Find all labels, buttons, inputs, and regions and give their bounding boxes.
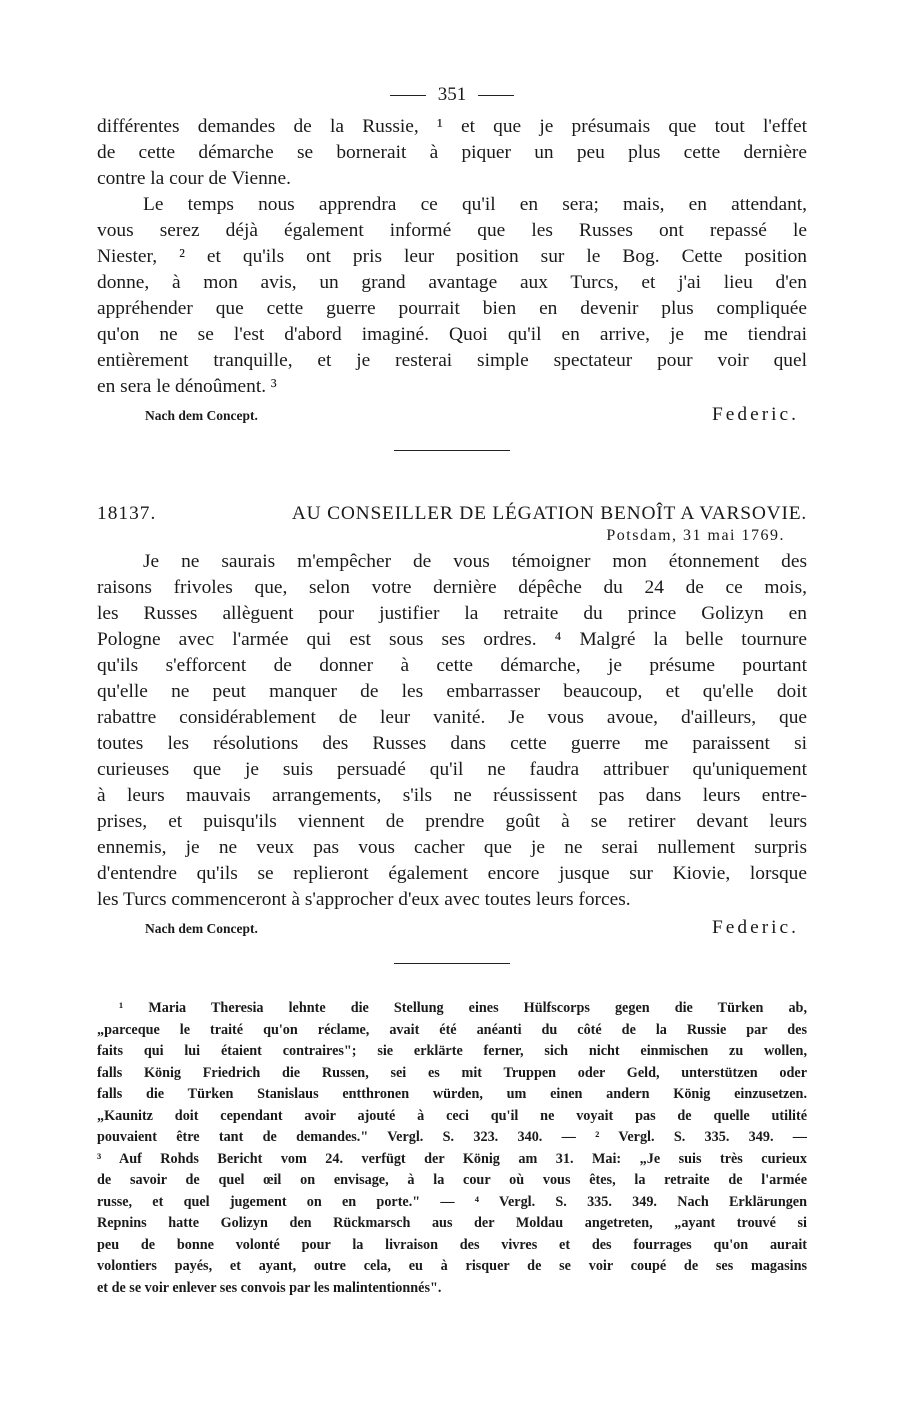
footnotes [97,998,807,1299]
text-line: prises, et puisqu'ils viennent de prendre goût à se retirer devant leurs [97,811,807,832]
concept-note: Nach dem Concept. [145,921,258,936]
letter-2 [97,503,807,939]
text-line: ennemis, je ne veux pas vous cacher que je ne serai nullement surpris [97,837,807,858]
text-line: Pologne avec l'armée qui est sous ses ordres. ⁴ Malgré la belle tournure [97,629,807,650]
text-line: vous serez déjà également informé que les Russes ont repassé le [97,220,807,241]
text-line: rabattre considérablement de leur vanité. Je vous avoue, d'ailleurs, que [97,707,807,728]
text-line: Je ne saurais m'empêcher de vous témoigner mon étonnement des [143,551,807,572]
footnote-divider [394,963,510,964]
text-line: curieuses que je suis persuadé qu'il ne faudra attribuer qu'uniquement [97,759,807,780]
signature: Federic. [712,404,799,425]
letter-title: AU CONSEILLER DE LÉGATION BENOÎT A VARSOVIE. [291,503,807,524]
letter-2-signoff [97,917,807,939]
text-line: Le temps nous apprendra ce qu'il en sera; mais, en attendant, [143,194,807,215]
document-page [97,84,807,1299]
text-line: entièrement tranquille, et je resterai simple spectateur pour voir quel [97,350,807,371]
text-line: les Turcs commenceront à s'approcher d'eux avec toutes leurs forces. [97,889,631,910]
footnote-line: russe, et quel jugement on en porte." — ⁴ Vergl. S. 335. 349. Nach Erklärungen [97,1193,807,1210]
text-line: donne, à mon avis, un grand avantage aux Turcs, et j'ai lieu d'en [97,272,807,293]
text-line: appréhender que cette guerre pourrait bien en devenir plus compliquée [97,298,807,319]
footnote-line: de savoir de quel œil on envisage, à la cour où vous êtes, la retraite de l'armée [97,1172,807,1188]
footnote-line: et de se voir enlever ses convois par les malintentionnés". [97,1279,442,1296]
text-line: qu'elle ne peut manquer de les embarrasser beaucoup, et qu'elle doit [97,681,807,702]
signature: Federic. [712,917,799,938]
letter-1-paragraph-2 [97,192,807,400]
text-line: raisons frivoles que, selon votre dernière dépêche du 24 de ce mois, [97,577,807,598]
footnote-line: falls König Friedrich die Russen, sei es mit Truppen oder Geld, unterstützen oder [97,1064,807,1081]
letter-number: 18137. [97,503,157,524]
text-line: les Russes allèguent pour justifier la retraite du prince Golizyn en [97,603,807,624]
footnote-line: volontiers payés, et ayant, outre cela, eu à risquer de se voir coupé de ses magasins [97,1258,807,1274]
text-line: toutes les résolutions des Russes dans cette guerre me paraissent si [97,733,807,754]
text-line: qu'on ne se l'est d'abord imaginé. Quoi qu'il en arrive, je me tiendrai [97,324,807,345]
text-line: à leurs mauvais arrangements, s'ils ne réussissent pas dans leurs entre- [97,785,807,806]
text-line: différentes demandes de la Russie, ¹ et que je présumais que tout l'effet [97,116,807,137]
footnote-line: falls die Türken Stanislaus entthronen würden, um einen andern König einzusetzen. [97,1086,807,1102]
page-header [97,84,807,106]
header-dash-left [390,95,426,96]
footnote-line: peu de bonne volonté pour la livraison des vivres et des fourrages qu'on aurait [97,1236,807,1253]
footnote-line: „Kaunitz doit cependant avoir ajouté à ceci qu'il ne voyait pas de quelle utilité [97,1107,807,1124]
footnote-line: ³ Auf Rohds Bericht vom 24. verfügt der König am 31. Mai: „Je suis très curieux [97,1150,807,1167]
footnote-line: „parceque le traité qu'on réclame, avait été anéanti du côté de la Russie par des [97,1021,807,1038]
text-line: Niester, ² et qu'ils ont pris leur position sur le Bog. Cette position [97,246,807,267]
header-dash-right [478,95,514,96]
letter-2-body [97,549,807,913]
letter-2-heading [97,503,807,525]
page-number: 351 [437,84,467,105]
text-line: d'entendre qu'ils se replieront également encore jusque sur Kiovie, lorsque [97,863,807,884]
footnote-line: faits qui lui étaient contraires"; sie erklärte ferner, sich nicht einmischen zu wollen, [97,1043,807,1059]
text-line: de cette démarche se bornerait à piquer un peu plus cette dernière [97,142,807,163]
footnote-line: Repnins hatte Golizyn den Rückmarsch aus der Moldau angetreten, „ayant trouvé si [97,1215,807,1231]
letter-1-paragraph-1 [97,114,807,192]
footnote-line: ¹ Maria Theresia lehnte die Stellung eines Hülfscorps gegen die Türken ab, [119,1000,807,1016]
section-divider [394,450,510,451]
footnote-line: pouvaient être tant de demandes." Vergl. S. 323. 340. — ² Vergl. S. 335. 349. — [97,1129,807,1145]
text-line: qu'ils s'efforcent de donner à cette démarche, je présume pourtant [97,655,807,676]
letter-1-signoff [97,404,807,426]
dateline: Potsdam, 31 mai 1769. [606,527,785,544]
text-line: contre la cour de Vienne. [97,168,291,189]
text-line: en sera le dénoûment. ³ [97,376,277,397]
letter-1 [97,114,807,426]
concept-note: Nach dem Concept. [145,408,258,423]
